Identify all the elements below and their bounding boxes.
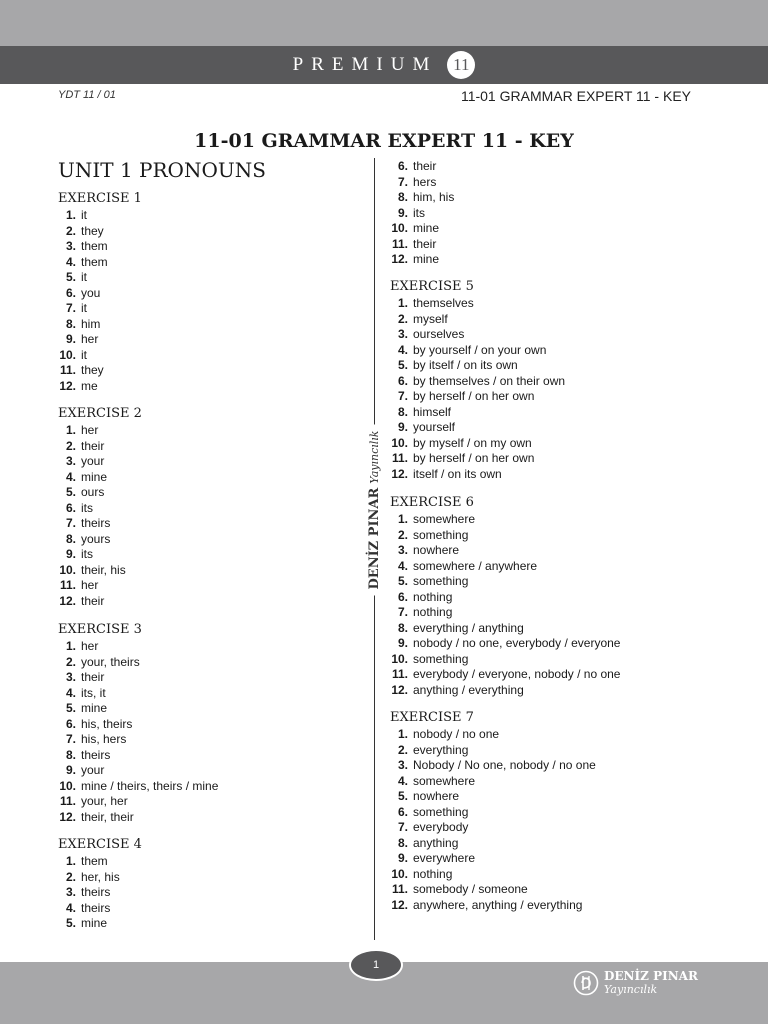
list-item: [58, 454, 358, 470]
item-answer: them: [81, 254, 108, 269]
item-answer: mine: [413, 252, 440, 266]
item-answer: its: [81, 500, 93, 515]
list-item: [390, 727, 690, 743]
item-number: 8.: [397, 620, 408, 635]
item-answer: itself / on its own: [413, 466, 502, 481]
item-answer: them: [81, 854, 108, 868]
item-answer: everything: [413, 742, 469, 757]
item-answer: nobody / no one, everybody / everyone: [413, 636, 621, 650]
item-number: 9.: [397, 205, 408, 220]
exercise-title: EXERCISE 6: [390, 495, 474, 510]
list-item: [390, 420, 690, 436]
item-number: 11.: [391, 667, 408, 681]
item-number: 9.: [397, 851, 408, 865]
list-item: [58, 301, 358, 317]
item-answer: ours: [81, 485, 105, 499]
answer-list: [58, 854, 358, 932]
item-answer: it: [81, 347, 87, 362]
answer-list: [390, 727, 690, 913]
list-item: [390, 436, 690, 452]
item-answer: its, it: [81, 685, 106, 700]
item-number: 12.: [391, 252, 408, 266]
item-number: 3.: [397, 543, 408, 557]
item-answer: it: [81, 270, 87, 284]
list-item: [58, 854, 358, 870]
item-answer: your, theirs: [81, 654, 140, 669]
exercise-title: EXERCISE 2: [58, 406, 142, 421]
item-number: 4.: [65, 685, 76, 700]
list-item: [58, 270, 358, 286]
item-number: 1.: [397, 727, 408, 741]
item-answer: its: [413, 205, 425, 220]
list-item: [390, 667, 690, 683]
list-item: [58, 732, 358, 748]
item-answer: they: [81, 223, 104, 238]
item-answer: his, hers: [81, 732, 127, 746]
item-number: 2.: [65, 438, 76, 453]
item-number: 10.: [391, 866, 408, 881]
list-item: [58, 655, 358, 671]
answer-list: [390, 159, 690, 268]
item-answer: him, his: [413, 190, 455, 204]
answer-list: [390, 296, 690, 482]
item-number: 4.: [397, 773, 408, 788]
list-item: [390, 805, 690, 821]
item-answer: himself: [413, 404, 452, 419]
item-number: 2.: [65, 869, 76, 884]
top-band: [0, 0, 768, 46]
exercise-title: EXERCISE 4: [58, 837, 142, 852]
list-item: [58, 701, 358, 717]
list-item: [390, 574, 690, 590]
list-item: [390, 451, 690, 467]
item-number: 5.: [397, 789, 408, 803]
item-number: 5.: [397, 358, 408, 372]
item-number: 10.: [391, 651, 408, 666]
exercise-4: [58, 836, 358, 932]
item-number: 7.: [397, 605, 408, 619]
item-answer: somewhere: [413, 773, 476, 788]
exercise-1: [58, 190, 358, 394]
item-number: 7.: [397, 389, 408, 403]
list-item: [390, 221, 690, 237]
list-item: [58, 317, 358, 333]
item-number: 3.: [65, 670, 76, 684]
brand-name: PREMIUM: [292, 54, 438, 75]
answer-list: [58, 208, 358, 394]
publisher-logo-icon: [573, 970, 599, 996]
item-number: 1.: [65, 639, 76, 653]
item-answer: anything / everything: [413, 682, 524, 697]
item-number: 9.: [65, 547, 76, 561]
item-number: 5.: [65, 916, 76, 930]
item-number: 10.: [391, 435, 408, 450]
list-item: [390, 605, 690, 621]
list-item: [390, 190, 690, 206]
item-number: 7.: [397, 174, 408, 189]
item-number: 12.: [391, 897, 408, 912]
item-number: 6.: [65, 500, 76, 515]
item-answer: their, his: [81, 562, 126, 577]
item-number: 10.: [59, 778, 76, 793]
list-item: [58, 763, 358, 779]
item-number: 11.: [59, 794, 76, 808]
list-item: [390, 358, 690, 374]
item-answer: somewhere: [413, 512, 476, 526]
item-number: 9.: [65, 332, 76, 346]
item-number: 7.: [397, 820, 408, 834]
list-item: [58, 748, 358, 764]
item-number: 10.: [59, 347, 76, 362]
exercise-5: [390, 278, 690, 482]
header-title: 11-01 GRAMMAR EXPERT 11 - KEY: [460, 88, 691, 104]
page-number: 1: [349, 949, 403, 981]
list-item: [390, 882, 690, 898]
answer-list: [58, 639, 358, 825]
item-number: 1.: [65, 423, 76, 437]
list-item: [58, 779, 358, 795]
item-answer: your: [81, 454, 105, 468]
list-item: [58, 916, 358, 932]
list-item: [390, 590, 690, 606]
item-answer: theirs: [81, 900, 111, 915]
list-item: [390, 327, 690, 343]
item-answer: them: [81, 239, 108, 253]
page-title: 11-01 GRAMMAR EXPERT 11 - KEY: [194, 130, 574, 152]
item-number: 1.: [397, 296, 408, 310]
item-number: 7.: [65, 516, 76, 530]
item-number: 8.: [397, 404, 408, 419]
item-number: 1.: [65, 208, 76, 222]
exercise-6: [390, 494, 690, 698]
list-item: [390, 559, 690, 575]
item-answer: yourself: [413, 420, 456, 434]
item-number: 6.: [65, 716, 76, 731]
item-number: 8.: [65, 747, 76, 762]
item-answer: nothing: [413, 605, 453, 619]
list-item: [58, 594, 358, 610]
list-item: [390, 252, 690, 268]
list-item: [58, 332, 358, 348]
brand-bar: [0, 46, 768, 84]
item-number: 4.: [397, 558, 408, 573]
item-answer: they: [81, 363, 104, 377]
list-item: [58, 501, 358, 517]
item-answer: your, her: [81, 794, 128, 808]
exercise-3: [58, 621, 358, 825]
list-item: [390, 512, 690, 528]
item-number: 7.: [65, 301, 76, 315]
list-item: [390, 237, 690, 253]
item-number: 11.: [391, 451, 408, 465]
item-answer: their, their: [81, 809, 134, 824]
list-item: [390, 528, 690, 544]
item-answer: everywhere: [413, 851, 476, 865]
item-number: 8.: [397, 835, 408, 850]
list-item: [390, 836, 690, 852]
item-answer: themselves: [413, 296, 474, 310]
list-item: [390, 296, 690, 312]
item-answer: everybody: [413, 820, 469, 834]
item-number: 11.: [59, 363, 76, 377]
item-answer: nowhere: [413, 543, 460, 557]
item-number: 12.: [391, 682, 408, 697]
item-number: 4.: [65, 900, 76, 915]
list-item: [58, 379, 358, 395]
item-answer: somewhere / anywhere: [413, 558, 538, 573]
item-answer: their: [413, 159, 437, 173]
item-number: 9.: [397, 636, 408, 650]
item-answer: something: [413, 651, 469, 666]
list-item: [58, 516, 358, 532]
exercise-title: EXERCISE 1: [58, 191, 142, 206]
item-answer: nobody / no one: [413, 727, 500, 741]
list-item: [390, 206, 690, 222]
item-answer: you: [81, 285, 101, 300]
list-item: [58, 547, 358, 563]
list-item: [58, 255, 358, 271]
answer-list: [58, 423, 358, 609]
item-number: 5.: [65, 701, 76, 715]
item-number: 9.: [397, 420, 408, 434]
logo-main-text: DENİZ PINAR: [604, 969, 698, 983]
item-answer: yours: [81, 531, 111, 546]
item-answer: mine: [81, 469, 108, 484]
item-number: 11.: [59, 578, 76, 592]
list-item: [58, 870, 358, 886]
item-answer: anywhere, anything / everything: [413, 897, 583, 912]
list-item: [390, 851, 690, 867]
item-answer: by themselves / on their own: [413, 373, 566, 388]
item-number: 1.: [65, 854, 76, 868]
item-number: 2.: [397, 742, 408, 757]
item-answer: her: [81, 578, 99, 592]
item-answer: by herself / on her own: [413, 451, 535, 465]
item-answer: it: [81, 208, 87, 222]
item-answer: him: [81, 316, 101, 331]
item-number: 11.: [391, 882, 408, 896]
list-item: [58, 563, 358, 579]
item-number: 1.: [397, 512, 408, 526]
item-answer: mine: [413, 221, 440, 235]
list-item: [58, 286, 358, 302]
item-answer: everybody / everyone, nobody / no one: [413, 667, 621, 681]
exercise-title: EXERCISE 5: [390, 279, 474, 294]
item-number: 5.: [65, 485, 76, 499]
list-item: [58, 578, 358, 594]
item-answer: its: [81, 547, 93, 561]
item-number: 8.: [65, 531, 76, 546]
item-number: 9.: [65, 763, 76, 777]
list-item: [58, 208, 358, 224]
item-answer: their: [81, 670, 105, 684]
item-answer: her: [81, 423, 99, 437]
list-item: [58, 485, 358, 501]
list-item: [390, 343, 690, 359]
item-answer: it: [81, 301, 87, 315]
list-item: [58, 532, 358, 548]
item-number: 3.: [397, 758, 408, 772]
list-item: [390, 867, 690, 883]
item-answer: everything / anything: [413, 620, 524, 635]
item-answer: by herself / on her own: [413, 389, 535, 403]
item-answer: mine: [81, 916, 108, 930]
list-item: [390, 543, 690, 559]
item-number: 6.: [397, 373, 408, 388]
item-answer: nothing: [413, 866, 453, 881]
item-answer: theirs: [81, 885, 111, 899]
exercise-title: EXERCISE 3: [58, 622, 142, 637]
list-item: [390, 683, 690, 699]
item-answer: his, theirs: [81, 716, 133, 731]
list-item: [390, 789, 690, 805]
item-number: 3.: [397, 327, 408, 341]
item-answer: theirs: [81, 516, 111, 530]
item-number: 3.: [65, 239, 76, 253]
item-answer: her: [81, 639, 99, 653]
item-answer: somebody / someone: [413, 882, 528, 896]
list-item: [58, 885, 358, 901]
item-answer: Nobody / No one, nobody / no one: [413, 758, 596, 772]
watermark-sub: Yayıncılık: [368, 430, 381, 484]
item-number: 12.: [391, 466, 408, 481]
item-number: 5.: [397, 574, 408, 588]
exercise-7: [390, 709, 690, 913]
item-answer: by myself / on my own: [413, 435, 532, 450]
list-item: [390, 743, 690, 759]
unit-title: UNIT 1 PRONOUNS: [58, 158, 266, 182]
list-item: [390, 467, 690, 483]
list-item: [58, 794, 358, 810]
item-answer: myself: [413, 311, 448, 326]
list-item: [390, 312, 690, 328]
item-number: 6.: [397, 804, 408, 819]
item-answer: by yourself / on your own: [413, 342, 547, 357]
item-number: 12.: [59, 378, 76, 393]
item-number: 8.: [397, 190, 408, 204]
list-item: [390, 652, 690, 668]
item-answer: something: [413, 527, 469, 542]
item-number: 2.: [65, 654, 76, 669]
item-number: 4.: [65, 469, 76, 484]
exercise-2: [58, 405, 358, 609]
item-answer: anything: [413, 835, 459, 850]
brand-number-badge: 11: [447, 51, 475, 79]
list-item: [390, 621, 690, 637]
list-item: [390, 374, 690, 390]
list-item: [58, 224, 358, 240]
item-answer: her, his: [81, 869, 120, 884]
list-item: [390, 389, 690, 405]
list-item: [390, 405, 690, 421]
exercise-title: EXERCISE 7: [390, 710, 474, 725]
item-number: 12.: [59, 809, 76, 824]
item-number: 6.: [397, 159, 408, 173]
item-answer: theirs: [81, 747, 111, 762]
item-number: 10.: [59, 562, 76, 577]
item-number: 3.: [65, 885, 76, 899]
item-number: 8.: [65, 316, 76, 331]
item-number: 4.: [65, 254, 76, 269]
item-answer: by itself / on its own: [413, 358, 518, 372]
item-number: 5.: [65, 270, 76, 284]
item-answer: mine: [81, 701, 108, 715]
item-answer: their: [81, 593, 105, 608]
list-item: [390, 636, 690, 652]
list-item: [58, 239, 358, 255]
item-number: 12.: [59, 593, 76, 608]
logo-sub-text: Yayıncılık: [604, 983, 658, 996]
list-item: [58, 439, 358, 455]
list-item: [390, 159, 690, 175]
list-item: [58, 901, 358, 917]
item-number: 2.: [397, 311, 408, 326]
publisher-logo: [573, 970, 698, 996]
list-item: [390, 758, 690, 774]
list-item: [58, 717, 358, 733]
list-item: [58, 348, 358, 364]
item-answer: their: [413, 236, 437, 251]
item-number: 6.: [65, 285, 76, 300]
item-number: 3.: [65, 454, 76, 468]
item-number: 7.: [65, 732, 76, 746]
item-answer: something: [413, 804, 469, 819]
item-answer: your: [81, 763, 105, 777]
list-item: [390, 774, 690, 790]
document-code: YDT 11 / 01: [58, 89, 116, 101]
item-number: 2.: [65, 223, 76, 238]
item-answer: nowhere: [413, 789, 460, 803]
answer-list: [390, 512, 690, 698]
item-answer: nothing: [413, 589, 453, 604]
item-answer: me: [81, 378, 98, 393]
list-item: [58, 470, 358, 486]
item-answer: her: [81, 332, 99, 346]
item-answer: ourselves: [413, 327, 465, 341]
list-item: [58, 670, 358, 686]
list-item: [390, 175, 690, 191]
item-number: 11.: [391, 236, 408, 251]
item-number: 6.: [397, 589, 408, 604]
watermark-main: DENİZ PINAR: [367, 487, 382, 590]
list-item: [58, 423, 358, 439]
item-answer: mine / theirs, theirs / mine: [81, 778, 219, 793]
list-item: [58, 363, 358, 379]
item-number: 10.: [391, 221, 408, 235]
list-item: [58, 639, 358, 655]
item-answer: their: [81, 438, 105, 453]
item-number: 4.: [397, 342, 408, 357]
exercise-4-continued: [390, 159, 690, 268]
list-item: [58, 686, 358, 702]
item-answer: hers: [413, 174, 437, 189]
list-item: [390, 820, 690, 836]
item-number: 2.: [397, 527, 408, 542]
list-item: [390, 898, 690, 914]
list-item: [58, 810, 358, 826]
item-answer: something: [413, 574, 469, 588]
